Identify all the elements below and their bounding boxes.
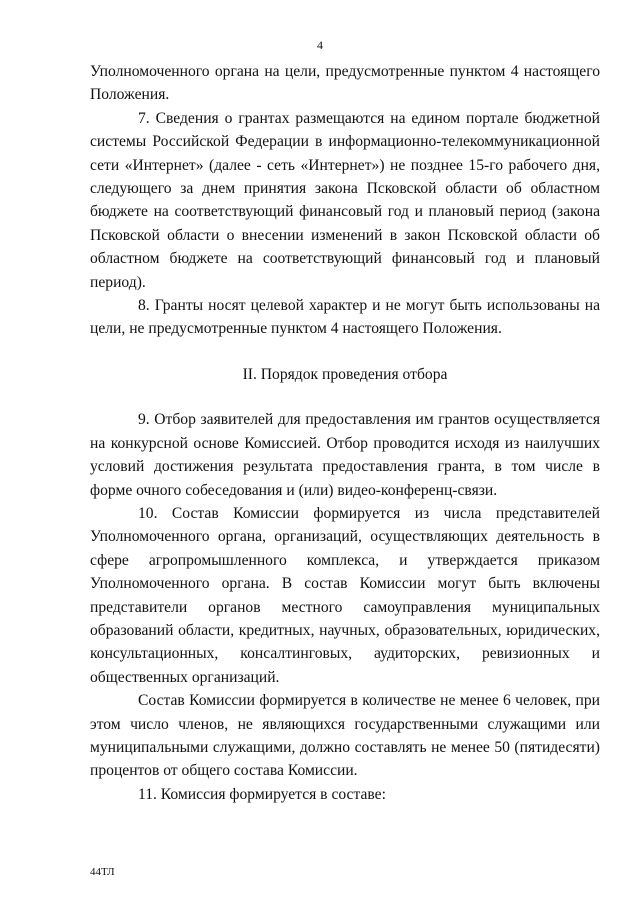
footer-code: 44ТЛ — [90, 866, 115, 878]
page-number: 4 — [317, 38, 323, 52]
paragraph-10: 10. Состав Комиссии формируется из числа представителей Уполномоченного органа, организаций, осуществляющих деятельность в сфере агропромышленного комплекса, и утверждается приказом Уполномоченного органа. В состав Комиссии могут быть включены представители органов местного самоуправления муниципальных образований области, кредитных, научных, образовательных, юридических, консультационных, консалтинговых, аудиторских, ревизионных и общественных организаций. — [90, 504, 600, 686]
paragraph-continuation: Уполномоченного органа на цели, предусмотренные пунктом 4 настоящего Положения. — [90, 63, 600, 104]
paragraph-7: 7. Сведения о грантах размещаются на едином портале бюджетной системы Российской Федерации в информационно-телекоммуникационной сети «Интернет» (далее - сеть «Интернет») не позднее 15-го рабочего дня, следующего за днем принятия закона Псковской области об областном бюджете на соответствующий финансовый год и плановый период (закона Псковской области о внесении изменений в закон Псковской области об областном бюджете на соответствующий финансовый год и плановый период). — [90, 109, 600, 291]
paragraph-11: 11. Комиссия формируется в составе: — [138, 785, 386, 803]
paragraph-8: 8. Гранты носят целевой характер и не могут быть использованы на цели, не предусмотренные пунктом 4 настоящего Положения. — [90, 297, 600, 338]
paragraph-10-commission-size: Состав Комиссии формируется в количестве не менее 6 человек, при этом число членов, не являющихся государственными служащими или муниципальными служащими, должно составлять не менее 50 (пятидесяти) процентов от общего состава Комиссии. — [90, 692, 600, 780]
document-body — [90, 60, 600, 806]
paragraph-9: 9. Отбор заявителей для предоставления им грантов осуществляется на конкурсной основе Комиссией. Отбор проводится исходя из наилучших условий достижения результата предоставления гранта, в том числе в форме очного собеседования и (или) видео-конференц-связи. — [90, 411, 600, 499]
section-heading: II. Порядок проведения отбора — [242, 365, 448, 383]
